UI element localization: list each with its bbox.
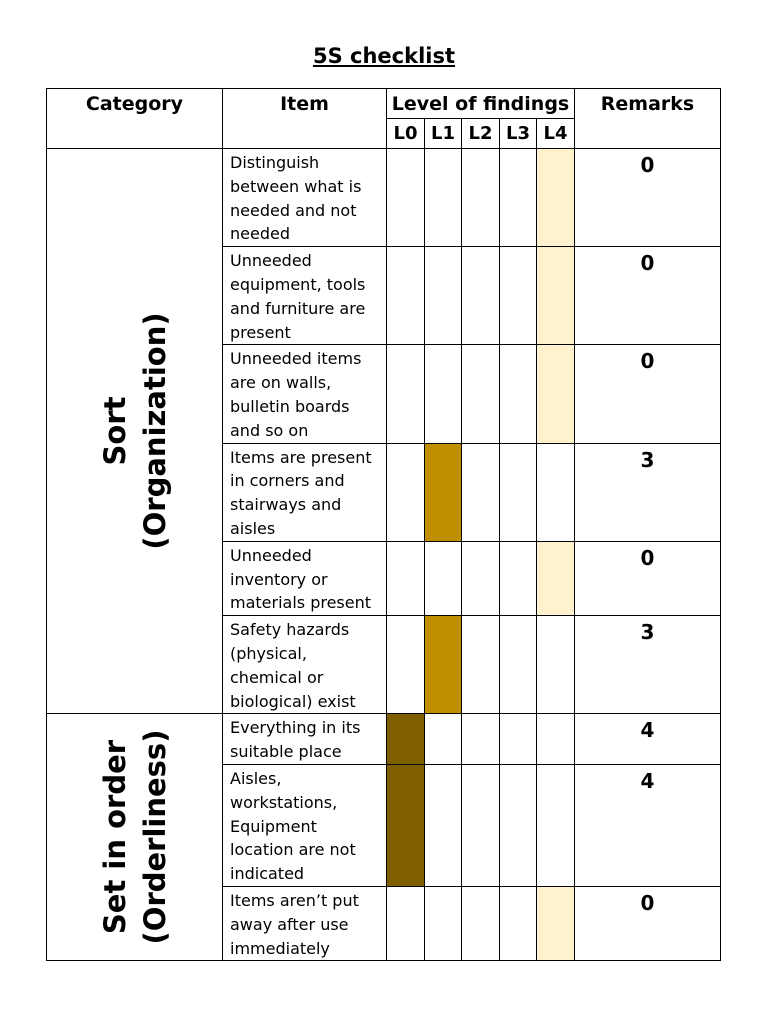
item-text: Unneeded items are on walls, bulletin boards and so on — [230, 349, 362, 440]
level-cell-l3 — [500, 764, 537, 886]
header-level-l4: L4 — [537, 119, 575, 149]
header-level-l1: L1 — [425, 119, 462, 149]
remark-cell: 4 — [575, 764, 721, 886]
level-cell-l1 — [425, 764, 462, 886]
level-cell-l4 — [537, 541, 575, 615]
level-cell-l0 — [387, 541, 425, 615]
level-cell-l3 — [500, 247, 537, 345]
header-item: Item — [223, 89, 387, 149]
header-level-l3: L3 — [500, 119, 537, 149]
level-cell-l1 — [425, 345, 462, 443]
level-cell-l2 — [462, 149, 500, 247]
level-cell-l2 — [462, 714, 500, 765]
remark-cell: 0 — [575, 541, 721, 615]
level-cell-l2 — [462, 764, 500, 886]
level-cell-l4 — [537, 886, 575, 960]
level-cell-l3 — [500, 886, 537, 960]
item-text: Unneeded inventory or materials present — [230, 545, 372, 613]
item-cell — [223, 443, 387, 541]
category-line2: (Orderliness) — [137, 729, 172, 945]
header-level-of-findings: Level of findings — [387, 89, 575, 119]
category-cell — [47, 149, 223, 714]
level-cell-l1 — [425, 247, 462, 345]
header-level-l2: L2 — [462, 119, 500, 149]
item-cell — [223, 247, 387, 345]
category-line1: Set in order — [97, 740, 132, 935]
item-cell — [223, 764, 387, 886]
level-cell-l4 — [537, 714, 575, 765]
level-cell-l3 — [500, 616, 537, 714]
category-line2: (Organization) — [137, 312, 172, 550]
item-text: Safety hazards (physical, chemical or biological) exist — [230, 620, 356, 711]
level-cell-l3 — [500, 541, 537, 615]
level-cell-l0 — [387, 886, 425, 960]
level-cell-l0 — [387, 443, 425, 541]
level-cell-l1 — [425, 541, 462, 615]
level-cell-l2 — [462, 443, 500, 541]
remark-cell: 3 — [575, 616, 721, 714]
level-cell-l4 — [537, 616, 575, 714]
header-level-l0: L0 — [387, 119, 425, 149]
item-text: Items aren’t put away after use immediately — [230, 890, 359, 958]
item-text: Everything in its suitable place — [230, 718, 361, 762]
remark-cell: 3 — [575, 443, 721, 541]
remark-cell: 0 — [575, 345, 721, 443]
item-cell — [223, 541, 387, 615]
level-cell-l2 — [462, 345, 500, 443]
level-cell-l1 — [425, 886, 462, 960]
level-cell-l0 — [387, 345, 425, 443]
level-cell-l0 — [387, 616, 425, 714]
page-title: 5S checklist — [312, 44, 456, 68]
item-text: Items are present in corners and stairways and aisles — [230, 447, 372, 538]
level-cell-l1 — [425, 149, 462, 247]
level-cell-l2 — [462, 541, 500, 615]
level-cell-l3 — [500, 149, 537, 247]
level-cell-l0 — [387, 714, 425, 765]
table-row — [47, 714, 721, 765]
header-remarks: Remarks — [575, 89, 721, 149]
item-text: Unneeded equipment, tools and furniture are present — [230, 251, 366, 342]
level-cell-l4 — [537, 149, 575, 247]
remark-cell: 0 — [575, 886, 721, 960]
level-cell-l2 — [462, 886, 500, 960]
level-cell-l2 — [462, 616, 500, 714]
level-cell-l4 — [537, 345, 575, 443]
item-text: Aisles, workstations, Equipment location are not indicated — [230, 768, 356, 884]
item-cell — [223, 616, 387, 714]
level-cell-l0 — [387, 247, 425, 345]
category-line1: Sort — [97, 396, 132, 466]
level-cell-l4 — [537, 247, 575, 345]
level-cell-l1 — [425, 714, 462, 765]
remark-cell: 0 — [575, 149, 721, 247]
item-cell — [223, 714, 387, 765]
level-cell-l4 — [537, 443, 575, 541]
level-cell-l2 — [462, 247, 500, 345]
level-cell-l3 — [500, 714, 537, 765]
item-cell — [223, 345, 387, 443]
category-cell — [47, 714, 223, 961]
checklist-table — [46, 88, 721, 961]
level-cell-l1 — [425, 443, 462, 541]
category-label — [95, 730, 175, 945]
checklist-body — [47, 149, 721, 961]
item-cell — [223, 149, 387, 247]
level-cell-l4 — [537, 764, 575, 886]
level-cell-l1 — [425, 616, 462, 714]
table-row — [47, 149, 721, 247]
remark-cell: 0 — [575, 247, 721, 345]
category-label — [95, 313, 175, 550]
remark-cell: 4 — [575, 714, 721, 765]
level-cell-l3 — [500, 443, 537, 541]
item-text: Distinguish between what is needed and not needed — [230, 153, 362, 244]
level-cell-l3 — [500, 345, 537, 443]
item-cell — [223, 886, 387, 960]
level-cell-l0 — [387, 149, 425, 247]
level-cell-l0 — [387, 764, 425, 886]
header-category: Category — [47, 89, 223, 149]
